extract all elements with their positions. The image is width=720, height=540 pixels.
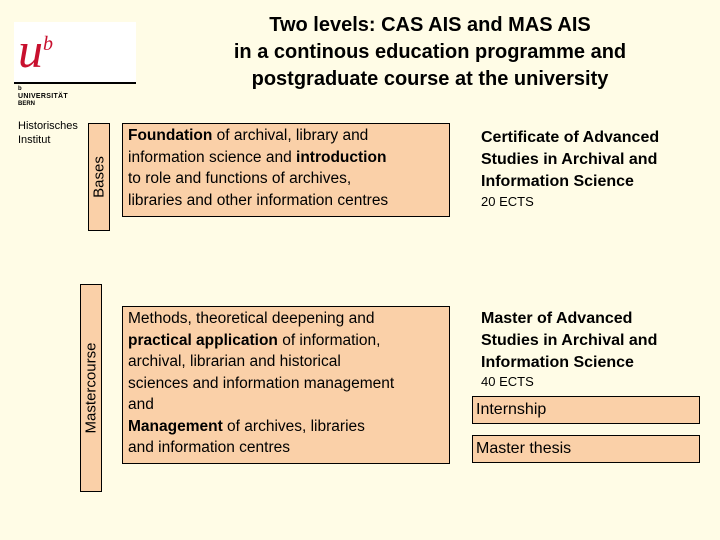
logo-mark: $u^b$ — [18, 22, 53, 78]
bases-description-box: Foundation of archival, library and information science and introduction to role and functions of archives, libraries and other information centres — [122, 123, 450, 217]
master-thesis-box: Master thesis — [472, 435, 700, 463]
mas-ects: 40 ECTS — [481, 374, 534, 389]
university-logo — [14, 22, 136, 117]
bases-label-box — [88, 123, 110, 231]
mas-certificate-title: Master of Advanced Studies in Archival and Information Science — [481, 310, 658, 371]
cas-certificate-title: Certificate of Advanced Studies in Archival and Information Science — [481, 129, 660, 190]
internship-box: Internship — [472, 396, 700, 424]
logo-line-3: BERN — [18, 101, 36, 107]
cas-ects: 20 ECTS — [481, 194, 534, 209]
mastercourse-label-box — [80, 284, 102, 492]
bases-label: Bases — [90, 156, 108, 198]
mastercourse-description-box: Methods, theoretical deepening and practical application of information, archival, librarian and historical sciences and information management and Management of archives, libraries and information centres — [122, 306, 450, 464]
institute-name: Historisches Institut — [18, 120, 78, 146]
slide-title: Two levels: CAS AIS and MAS AIS in a continous education programme and postgraduate course at the university — [233, 14, 627, 90]
logo-mark-box — [14, 22, 136, 82]
logo-line-2: UNIVERSITÄT — [18, 93, 68, 100]
logo-divider — [14, 82, 136, 84]
mastercourse-label: Mastercourse — [82, 342, 100, 434]
logo-line-1: b — [18, 86, 22, 92]
